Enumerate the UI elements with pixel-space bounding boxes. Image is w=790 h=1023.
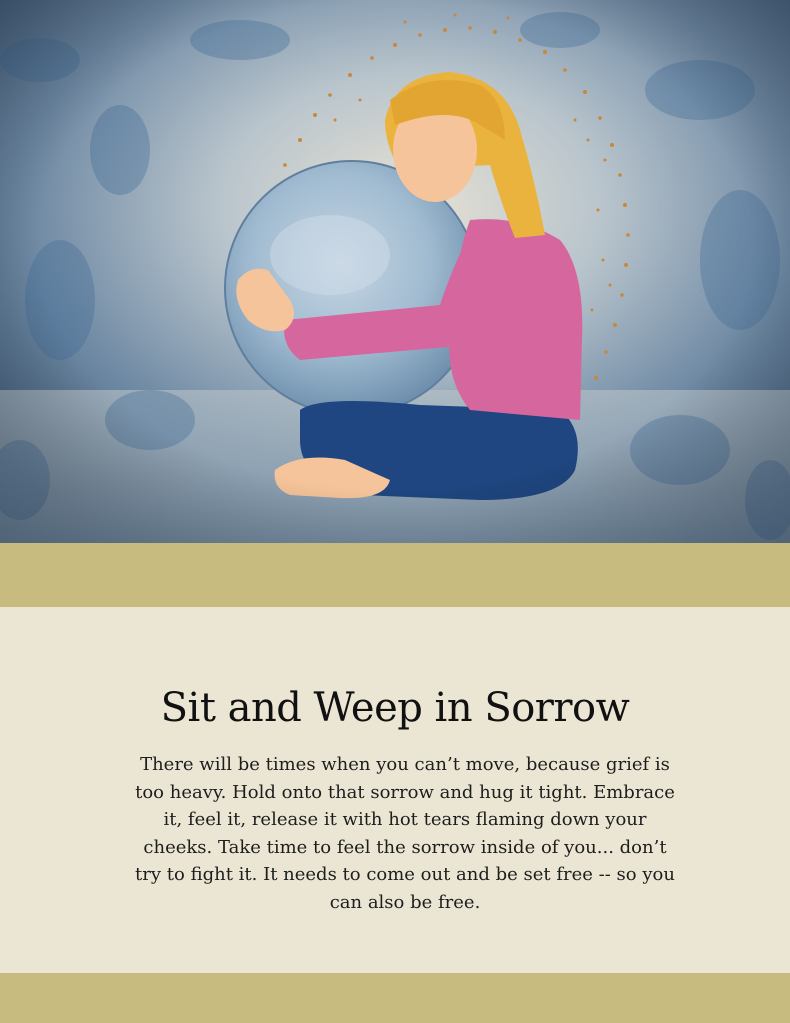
text-panel [0,607,790,973]
top-color-band [0,543,790,607]
body-paragraph: There will be times when you can’t move, because grief is too heavy. Hold onto that sorrow and hug it tight. Embrace it, feel it, release it with hot tears flaming down your cheeks. Take time to feel the sorrow inside of you... don’t try to fight it. It needs to come out and be set free -- so you can also be free. [135,754,675,913]
bottom-color-band [0,973,790,1023]
page-title: Sit and Weep in Sorrow [160,685,630,731]
